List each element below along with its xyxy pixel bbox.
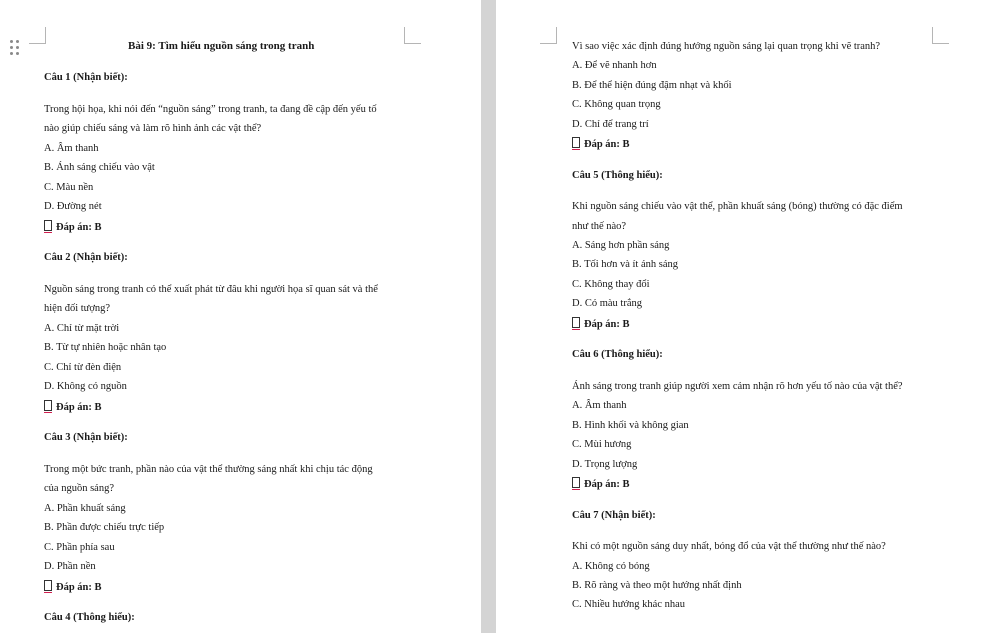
checkbox-glyph-icon — [572, 477, 580, 488]
answer-text: Đáp án: B — [584, 479, 630, 490]
question-heading[interactable]: Câu 3 (Nhận biết): — [44, 432, 128, 443]
answer-key[interactable] — [572, 137, 630, 151]
document-title[interactable]: Bài 9: Tìm hiểu nguồn sáng trong tranh — [128, 40, 315, 52]
answer-option[interactable]: B. Từ tự nhiên hoặc nhân tạo — [44, 342, 167, 353]
drag-handle-icon[interactable] — [10, 40, 20, 56]
answer-option[interactable]: C. Không quan trọng — [572, 99, 661, 110]
margin-corner-mark — [29, 27, 46, 44]
question-text[interactable]: Nguồn sáng trong tranh có thể xuất phát từ đâu khi người họa sĩ quan sát và thể — [44, 284, 378, 295]
answer-option[interactable]: C. Không thay đổi — [572, 279, 650, 290]
answer-option[interactable]: D. Không có nguồn — [44, 381, 127, 392]
answer-option[interactable]: C. Màu nền — [44, 182, 94, 193]
question-text[interactable]: hiện đối tượng? — [44, 303, 111, 314]
page-gutter — [481, 0, 496, 633]
answer-text: Đáp án: B — [56, 582, 102, 593]
answer-key[interactable] — [44, 580, 102, 594]
answer-text: Đáp án: B — [584, 139, 630, 150]
checkbox-glyph-icon — [44, 580, 52, 591]
checkbox-glyph-icon — [572, 317, 580, 328]
question-text[interactable]: Khi nguồn sáng chiếu vào vật thể, phần khuất sáng (bóng) thường có đặc điểm — [572, 201, 903, 212]
margin-corner-mark — [540, 27, 557, 44]
document-page-right[interactable] — [496, 0, 989, 633]
answer-option[interactable]: C. Phần phía sau — [44, 542, 115, 553]
answer-text: Đáp án: B — [56, 222, 102, 233]
answer-option[interactable]: A. Âm thanh — [572, 400, 627, 411]
answer-option[interactable]: A. Sáng hơn phần sáng — [572, 240, 670, 251]
answer-option[interactable]: A. Phần khuất sáng — [44, 503, 126, 514]
question-heading[interactable]: Câu 6 (Thông hiểu): — [572, 349, 663, 360]
answer-option[interactable]: C. Chỉ từ đèn điện — [44, 362, 122, 373]
answer-option[interactable]: C. Nhiều hướng khác nhau — [572, 599, 686, 610]
answer-option[interactable]: A. Không có bóng — [572, 561, 650, 572]
question-text[interactable]: như thế nào? — [572, 221, 627, 232]
answer-option[interactable]: D. Trọng lượng — [572, 459, 638, 470]
question-heading[interactable]: Câu 7 (Nhận biết): — [572, 510, 656, 521]
question-text[interactable]: Ánh sáng trong tranh giúp người xem cảm nhận rõ hơn yếu tố nào của vật thể? — [572, 381, 903, 392]
answer-option[interactable]: B. Để thể hiện đúng đậm nhạt và khối — [572, 80, 732, 91]
answer-option[interactable]: B. Tối hơn và ít ánh sáng — [572, 259, 678, 270]
answer-key[interactable] — [572, 477, 630, 491]
answer-key[interactable] — [44, 220, 102, 234]
margin-corner-mark — [932, 27, 949, 44]
checkbox-glyph-icon — [572, 137, 580, 148]
question-text[interactable]: Khi có một nguồn sáng duy nhất, bóng đổ của vật thể thường như thế nào? — [572, 541, 886, 552]
answer-text: Đáp án: B — [56, 402, 102, 413]
question-heading[interactable]: Câu 5 (Thông hiểu): — [572, 170, 663, 181]
answer-option[interactable]: B. Rõ ràng và theo một hướng nhất định — [572, 580, 742, 591]
question-text[interactable]: của nguồn sáng? — [44, 483, 114, 494]
question-heading[interactable]: Câu 1 (Nhận biết): — [44, 72, 128, 83]
question-text[interactable]: Trong một bức tranh, phần nào của vật thể thường sáng nhất khi chịu tác động — [44, 464, 373, 475]
answer-text: Đáp án: B — [584, 319, 630, 330]
question-text[interactable]: nào giúp chiếu sáng và làm rõ hình ảnh các vật thể? — [44, 123, 262, 134]
answer-option[interactable]: D. Chỉ để trang trí — [572, 119, 649, 130]
answer-option[interactable]: B. Hình khối và không gian — [572, 420, 689, 431]
answer-option[interactable]: A. Để vẽ nhanh hơn — [572, 60, 657, 71]
question-heading[interactable]: Câu 4 (Thông hiểu): — [44, 612, 135, 623]
answer-option[interactable]: A. Âm thanh — [44, 143, 99, 154]
answer-option[interactable]: D. Phần nền — [44, 561, 96, 572]
checkbox-glyph-icon — [44, 400, 52, 411]
question-text[interactable] — [44, 103, 377, 116]
question-text-line: Trong hội họa, khi nói đến “nguồn sáng” trong tranh, ta đang đề cập đến yếu tố — [44, 104, 377, 115]
answer-key[interactable] — [572, 317, 630, 331]
answer-option[interactable]: A. Chỉ từ mặt trời — [44, 323, 120, 334]
answer-option[interactable]: B. Ánh sáng chiếu vào vật — [44, 162, 155, 173]
answer-option[interactable]: B. Phần được chiếu trực tiếp — [44, 522, 165, 533]
margin-corner-mark — [404, 27, 421, 44]
document-page-left[interactable] — [0, 0, 481, 633]
answer-key[interactable] — [44, 400, 102, 414]
answer-option[interactable]: D. Có màu trắng — [572, 298, 642, 309]
question-heading[interactable]: Câu 2 (Nhận biết): — [44, 252, 128, 263]
question-text[interactable]: Vì sao việc xác định đúng hướng nguồn sáng lại quan trọng khi vẽ tranh? — [572, 41, 881, 52]
checkbox-glyph-icon — [44, 220, 52, 231]
answer-option[interactable]: C. Mùi hương — [572, 439, 632, 450]
answer-option[interactable]: D. Đường nét — [44, 201, 102, 212]
